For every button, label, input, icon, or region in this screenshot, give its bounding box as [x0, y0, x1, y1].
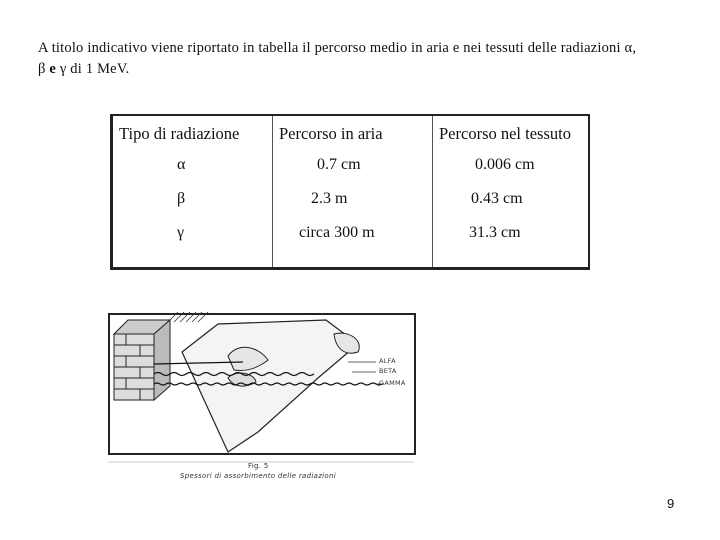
label-alfa: ALFA: [379, 357, 396, 365]
row-gamma-tissue: 31.3 cm: [469, 224, 521, 241]
label-beta: BETA: [379, 367, 397, 375]
radiation-table: [110, 114, 590, 270]
row-alpha-air: 0.7 cm: [317, 156, 361, 173]
header-tissue: Percorso nel tessuto: [439, 124, 571, 143]
beta-symbol: β: [38, 61, 46, 77]
page-number: 9: [667, 496, 675, 511]
energy-text: di 1 MeV.: [66, 61, 130, 77]
intro-line-2: [38, 59, 698, 80]
absorption-illustration: [108, 312, 420, 498]
intro-line-1: A titolo indicativo viene riportato in tabella il percorso medio in aria e nei tessuti delle radiazioni α,: [38, 40, 637, 56]
row-gamma-type: γ: [177, 224, 185, 241]
figure-number: Fig. 5: [248, 462, 269, 470]
paper-sheet: [182, 320, 358, 452]
row-alpha-type: α: [177, 156, 186, 173]
intro-paragraph: [38, 38, 698, 80]
column-divider: [272, 116, 273, 267]
row-beta-air: 2.3 m: [311, 190, 348, 207]
column-divider: [432, 116, 433, 267]
row-gamma-air: circa 300 m: [299, 224, 375, 241]
header-type: Tipo di radiazione: [119, 124, 240, 143]
row-beta-tissue: 0.43 cm: [471, 190, 523, 207]
label-gamma: GAMMA: [379, 379, 406, 387]
conjunction: e: [45, 61, 60, 77]
row-beta-type: β: [177, 190, 186, 207]
figure-caption: Spessori di assorbimento delle radiazioni: [180, 472, 336, 480]
header-air: Percorso in aria: [279, 124, 383, 143]
absorption-figure: [108, 312, 420, 498]
row-alpha-tissue: 0.006 cm: [475, 156, 535, 173]
brick-block: [114, 320, 170, 400]
gamma-symbol: γ: [59, 61, 67, 77]
